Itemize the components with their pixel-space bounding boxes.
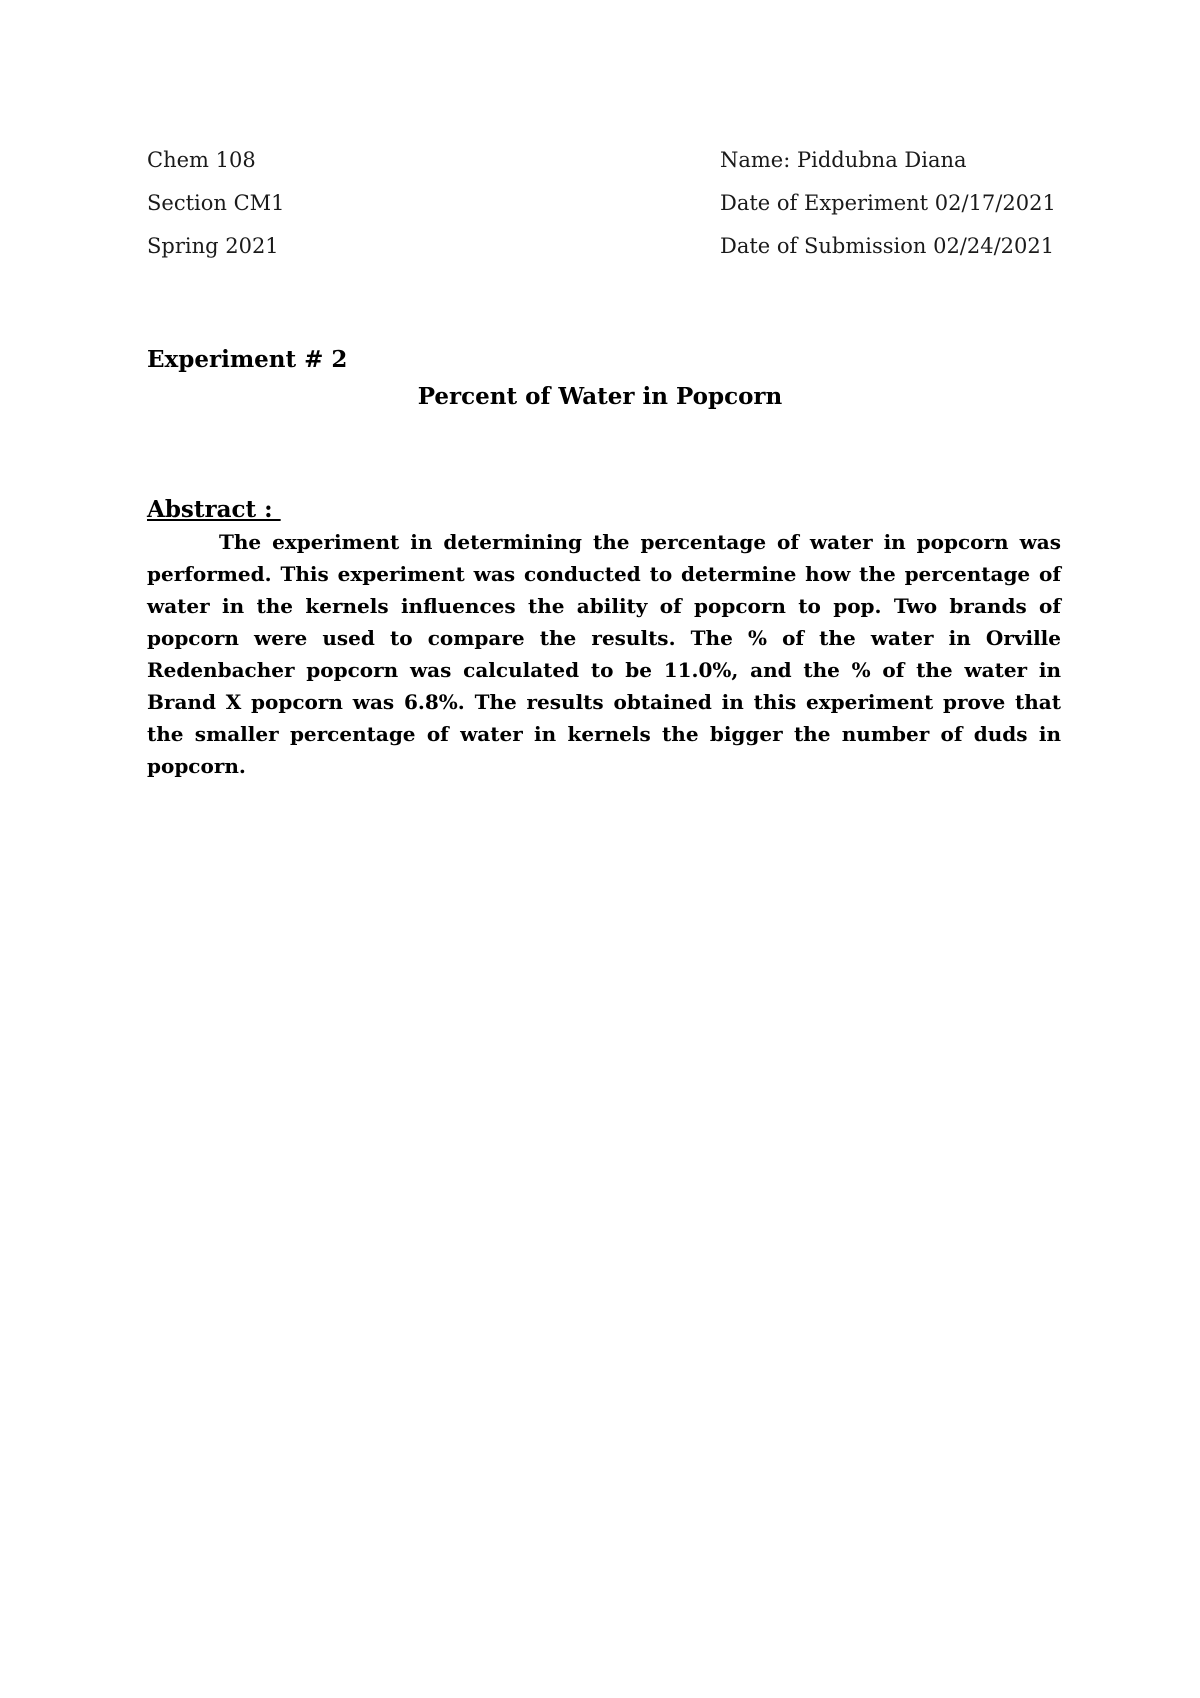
- student-name: Name: Piddubna Diana: [720, 148, 967, 172]
- abstract-heading: Abstract :: [147, 496, 281, 523]
- submission-date: Date of Submission 02/24/2021: [720, 234, 1055, 258]
- section-label: Section CM1: [147, 191, 285, 215]
- course-label: Chem 108: [147, 148, 256, 172]
- abstract-body: The experiment in determining the percentage of water in popcorn was performed. This experiment was conducted to determine how the percentage of water in the kernels influences the ability of popcorn to pop. Two brands of popcorn were used to compare the results. The % of the water in Orville Redenbacher popcorn was calculated to be 11.0%, and the % of the water in Brand X popcorn was 6.8%. The results obtained in this experiment prove that the smaller percentage of water in kernels the bigger the number of duds in popcorn.: [147, 530, 1061, 778]
- experiment-number: Experiment # 2: [147, 346, 348, 373]
- term-label: Spring 2021: [147, 234, 279, 258]
- experiment-title: Percent of Water in Popcorn: [417, 383, 783, 410]
- experiment-date: Date of Experiment 02/17/2021: [720, 191, 1056, 215]
